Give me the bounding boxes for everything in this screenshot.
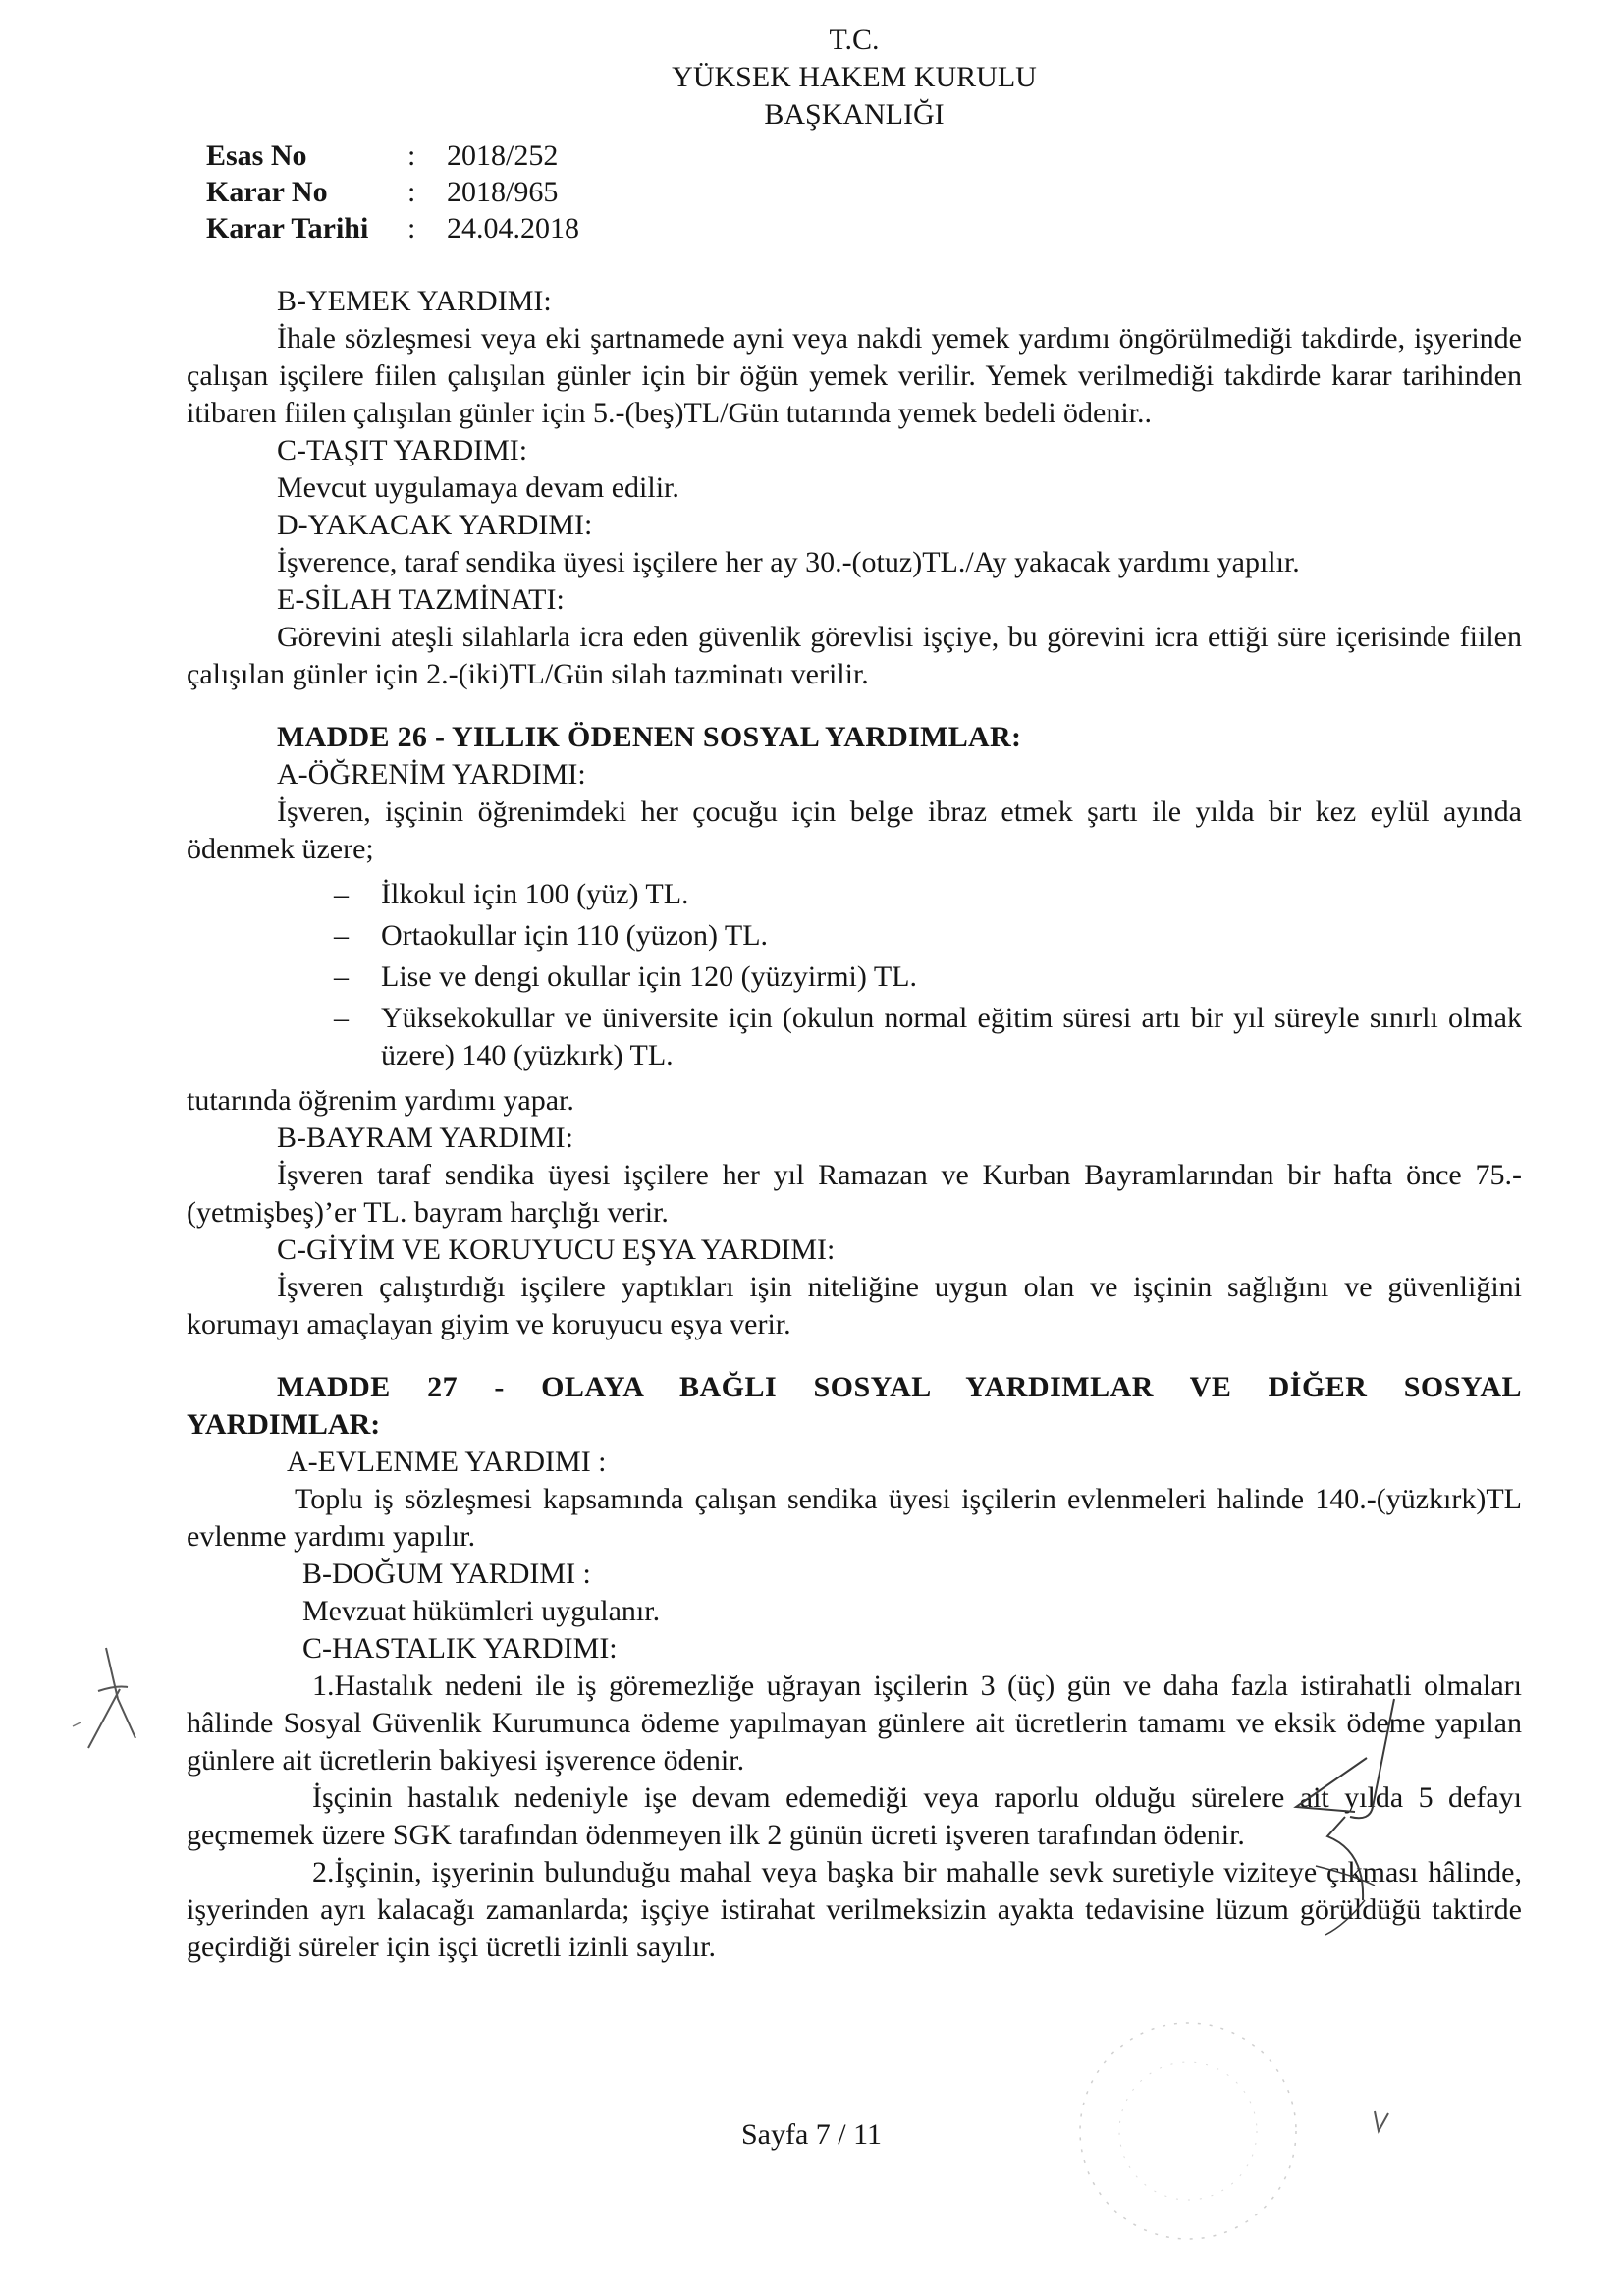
paragraph-bayram: İşveren taraf sendika üyesi işçilere her yıl Ramazan ve Kurban Bayramlarından bir hafta önce 75.-(yetmişbeş)’er TL. bayram harçlığı verir. bbox=[187, 1159, 1522, 1229]
header-institution: YÜKSEK HAKEM KURULU bbox=[672, 61, 1037, 93]
meta-value: 24.04.2018 bbox=[447, 212, 579, 245]
page-number: Sayfa 7 / 11 bbox=[740, 2118, 883, 2151]
meta-separator: : bbox=[407, 176, 416, 208]
article-27-title: MADDE 27 - OLAYA BAĞLI SOSYAL YARDIMLAR VE DİĞER SOSYAL bbox=[277, 1371, 1522, 1403]
paragraph-tasit: Mevcut uygulamaya devam edilir. bbox=[277, 471, 679, 504]
section-title-yemek: B-YEMEK YARDIMI: bbox=[277, 285, 552, 317]
paragraph-yemek: İhale sözleşmesi veya eki şartnamede ayni veya nakdi yemek yardımı öngörülmediği takdirde, işyerinde çalışan işçilere fiilen çalışılan günler için bir öğün yemek verilir. Yemek verilmediği takdirde karar tarihinden itibaren fiilen çalışılan günler için 5.-(beş)TL/Gün tutarında yemek bedeli ödenir.. bbox=[187, 322, 1522, 429]
section-title-dogum: B-DOĞUM YARDIMI : bbox=[302, 1558, 591, 1590]
paragraph-dogum: Mevzuat hükümleri uygulanır. bbox=[302, 1595, 661, 1627]
paragraph-evlenme: Toplu iş sözleşmesi kapsamında çalışan sendika üyesi işçilerin evlenmeleri halinde 140.-(yüzkırk)TL evlenme yardımı yapılır. bbox=[187, 1483, 1522, 1553]
paragraph-ogrenim: İşveren, işçinin öğrenimdeki her çocuğu için belge ibraz etmek şartı ile yılda bir kez eylül ayında ödenmek üzere; bbox=[187, 795, 1522, 865]
header-office: BAŞKANLIĞI bbox=[764, 98, 945, 131]
meta-separator: : bbox=[407, 139, 416, 172]
section-title-tasit: C-TAŞIT YARDIMI: bbox=[277, 434, 528, 466]
section-title-bayram: B-BAYRAM YARDIMI: bbox=[277, 1121, 573, 1154]
meta-row-tarih bbox=[206, 210, 579, 246]
header-tc: T.C. bbox=[829, 24, 880, 56]
meta-row-karar bbox=[206, 174, 579, 210]
document-body bbox=[187, 283, 1522, 1966]
paragraph-giyim: İşveren çalıştırdığı işçilere yaptıkları işin niteliğine uygun olan ve işçinin sağlığını ve güvenliğini korumayı amaçlayan giyim ve koruyucu eşya verir. bbox=[187, 1271, 1522, 1340]
paragraph-yakacak: İşverence, taraf sendika üyesi işçilere her ay 30.-(otuz)TL./Ay yakacak yardımı yapılır. bbox=[277, 546, 1300, 578]
meta-label: Karar Tarihi bbox=[206, 212, 369, 245]
ogrenim-list bbox=[187, 876, 1522, 1074]
section-title-yakacak: D-YAKACAK YARDIMI: bbox=[277, 509, 593, 541]
section-title-giyim: C-GİYİM VE KORUYUCU EŞYA YARDIMI: bbox=[277, 1233, 836, 1266]
meta-separator: : bbox=[407, 212, 416, 245]
section-title-evlenme: A-EVLENME YARDIMI : bbox=[287, 1446, 607, 1478]
meta-label: Karar No bbox=[206, 176, 328, 208]
meta-row-esas bbox=[206, 137, 579, 174]
list-item: – İlkokul için 100 (yüz) TL. bbox=[334, 876, 1522, 913]
paragraph-silah: Görevini ateşli silahlarla icra eden güvenlik görevlisi işçiye, bu görevini icra ettiği süre içerisinde fiilen çalışılan günler için 2.-(iki)TL/Gün silah tazminatı verilir. bbox=[187, 621, 1522, 690]
paragraph-hastalik-3: 2.İşçinin, işyerinin bulunduğu mahal veya başka bir mahalle sevk suretiyle viziteye çıkması hâlinde, işyerinden ayrı kalacağı zamanlarda; işçiye istirahat verilmeksizin ayakta tedavisine lüzum görüldüğü taktirde geçirdiği süreler için işçi ücretli izinli sayılır. bbox=[187, 1856, 1522, 1963]
meta-value: 2018/965 bbox=[447, 176, 559, 208]
paragraph-hastalik-1: 1.Hastalık nedeni ile iş göremezliğe uğrayan işçilerin 3 (üç) gün ve daha fazla istirahatli olmaları hâlinde Sosyal Güvenlik Kurumunca ödeme yapılmayan günlere ait ücretlerin tamamı ve eksik ödeme yapılan günlere ait ücretlerin bakiyesi işverence ödenir. bbox=[187, 1669, 1522, 1777]
paragraph-hastalik-2: İşçinin hastalık nedeniyle işe devam edemediği veya raporlu olduğu sürelere ait yılda 5 defayı geçmemek üzere SGK tarafından ödenmeyen ilk 2 günün ücreti işveren tarafından ödenir. bbox=[187, 1781, 1522, 1851]
list-item: – Lise ve dengi okullar için 120 (yüzyirmi) TL. bbox=[334, 958, 1522, 996]
article-27-title-cont: YARDIMLAR: bbox=[187, 1408, 381, 1441]
case-metadata bbox=[206, 137, 579, 246]
handwritten-initial-mark bbox=[59, 1630, 167, 1768]
section-title-ogrenim: A-ÖĞRENİM YARDIMI: bbox=[277, 758, 586, 791]
section-title-silah: E-SİLAH TAZMİNATI: bbox=[277, 583, 565, 616]
section-title-hastalik: C-HASTALIK YARDIMI: bbox=[302, 1632, 618, 1665]
document-header bbox=[609, 22, 1100, 134]
meta-label: Esas No bbox=[206, 139, 307, 172]
list-item: – Yüksekokullar ve üniversite için (okulun normal eğitim süresi artı bir yıl süreyle sınırlı olmak üzere) 140 (yüzkırk) TL. bbox=[334, 1000, 1522, 1074]
list-item: – Ortaokullar için 110 (yüzon) TL. bbox=[334, 917, 1522, 955]
meta-value: 2018/252 bbox=[447, 139, 559, 172]
article-26-title: MADDE 26 - YILLIK ÖDENEN SOSYAL YARDIMLAR: bbox=[277, 721, 1022, 753]
paragraph-ogrenim-tail: tutarında öğrenim yardımı yapar. bbox=[187, 1084, 574, 1117]
